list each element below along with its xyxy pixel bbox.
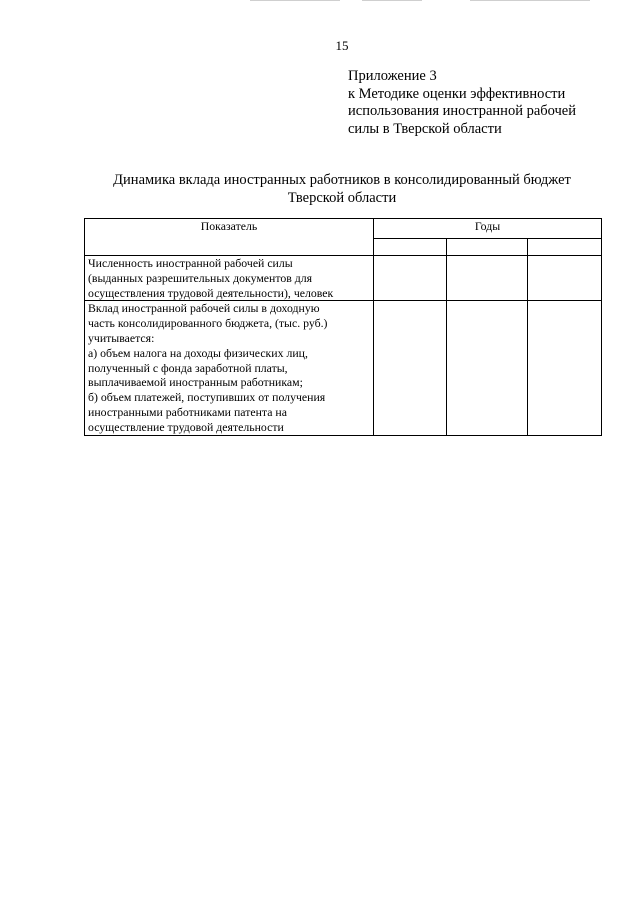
indicator-cell (85, 256, 374, 301)
appendix-title: Приложение 3 (348, 68, 437, 84)
document-title-line: Тверской области (287, 190, 397, 206)
scan-edge-line (250, 0, 340, 1)
page-number: 15 (335, 38, 349, 53)
indicator-text-line: Вклад иностранной рабочей силы в доходную (88, 301, 320, 316)
year-cell (528, 239, 602, 256)
indicator-text-line: осуществление трудовой деятельности (88, 419, 284, 434)
indicator-text-line: выплачиваемой иностранным работникам; (88, 375, 303, 390)
document-title-line: Динамика вклада иностранных работников в консолидированный бюджет (113, 172, 571, 188)
value-cell (528, 256, 602, 301)
scan-edge-line (470, 0, 590, 1)
value-cell (374, 301, 447, 435)
indicator-text-line: (выданных разрешительных документов для (88, 270, 313, 285)
value-cell (374, 256, 447, 301)
appendix-line: к Методике оценки эффективности (348, 85, 566, 102)
value-cell (447, 256, 528, 301)
indicator-text-line: учитывается: (88, 330, 155, 345)
table-row (85, 256, 602, 301)
header-indicator: Показатель (85, 219, 374, 256)
table-header-row (85, 219, 602, 239)
indicator-text-line: Численность иностранной рабочей силы (88, 256, 293, 270)
indicator-cell (85, 301, 374, 435)
year-cell (374, 239, 447, 256)
appendix-line: использования иностранной рабочей (348, 103, 577, 119)
indicator-text-line: а) объем налога на доходы физических лиц, (88, 345, 308, 360)
table-row (85, 301, 602, 435)
indicator-text-line: б) объем платежей, поступивших от получения (88, 390, 326, 405)
indicator-text-line: полученный с фонда заработной платы, (88, 360, 288, 375)
scan-edge-line (362, 0, 422, 1)
indicator-text-line: часть консолидированного бюджета, (тыс. руб.) (88, 316, 328, 331)
indicator-text-line: иностранными работниками патента на (88, 404, 287, 419)
header-years: Годы (374, 219, 602, 239)
indicators-table (84, 218, 602, 436)
year-cell (447, 239, 528, 256)
value-cell (447, 301, 528, 435)
appendix-block (348, 68, 576, 138)
document-title (84, 171, 600, 207)
indicator-text-line: осуществления трудовой деятельности), человек (88, 285, 334, 300)
appendix-line: силы в Тверской области (348, 120, 502, 137)
value-cell (528, 301, 602, 435)
